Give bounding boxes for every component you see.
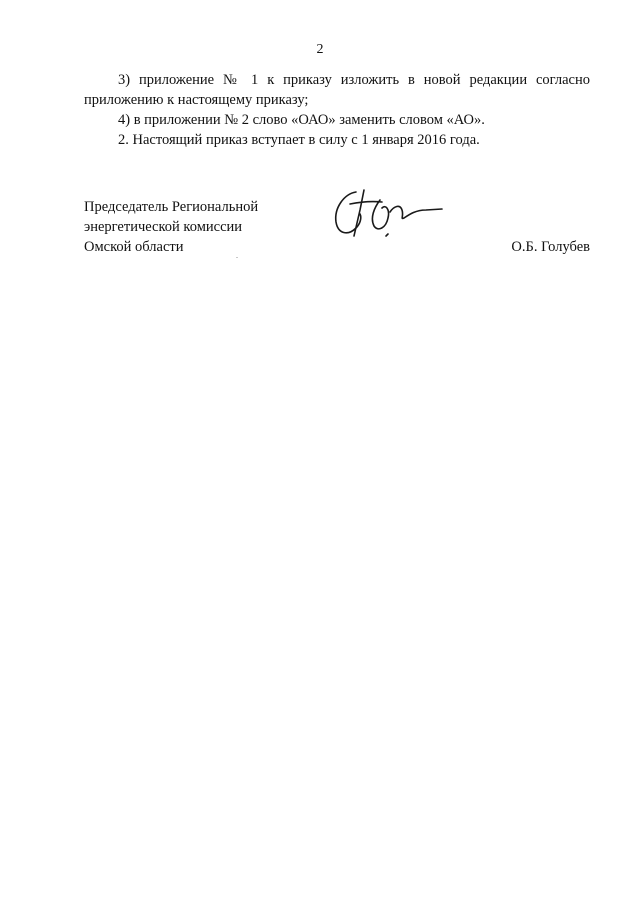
list-item-3: 3) приложение № 1 к приказу изложить в новой редакции согласно приложению к настоящему приказу; bbox=[84, 72, 590, 108]
list-item-4: 4) в приложении № 2 слово «ОАО» заменить словом «АО». bbox=[118, 112, 485, 128]
signatory-title-line: Председатель Региональной bbox=[84, 199, 259, 215]
document-body bbox=[84, 70, 590, 150]
scan-artifact bbox=[236, 257, 238, 258]
page-number: 2 bbox=[316, 42, 324, 57]
signature-block bbox=[84, 197, 590, 257]
handwritten-signature bbox=[330, 184, 450, 244]
effective-date-paragraph: 2. Настоящий приказ вступает в силу с 1 января 2016 года. bbox=[118, 132, 480, 148]
signatory-title-line: Омской области bbox=[84, 239, 184, 255]
signatory-name: О.Б. Голубев bbox=[511, 239, 590, 255]
signatory-title bbox=[84, 197, 324, 257]
signatory-title-line: энергетической комиссии bbox=[84, 219, 243, 235]
